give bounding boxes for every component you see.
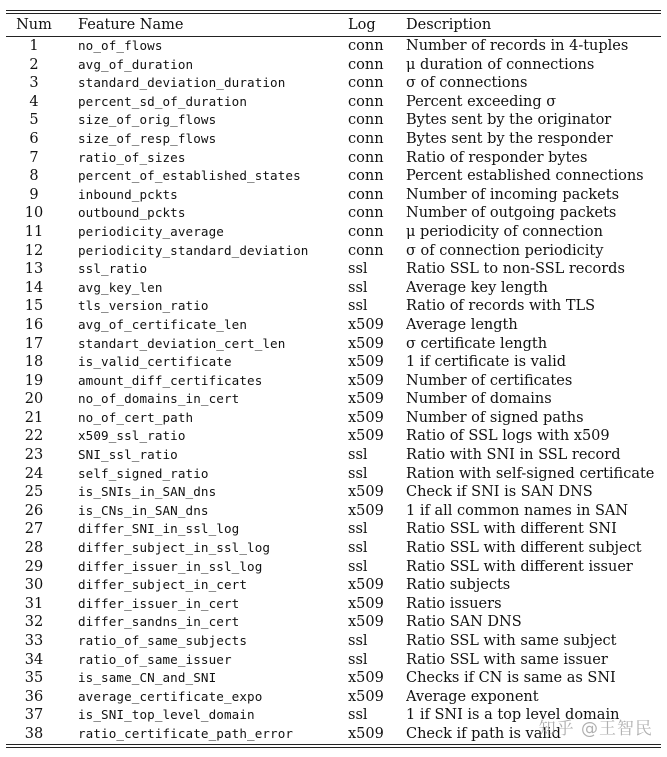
table-row xyxy=(6,446,661,465)
cell-description: Percent established connections xyxy=(406,168,644,185)
cell-num: 32 xyxy=(24,614,44,631)
cell-feature-name: avg_key_len xyxy=(78,279,163,295)
header-row xyxy=(6,14,661,36)
cell-num: 20 xyxy=(24,391,44,408)
cell-feature-name: x509_ssl_ratio xyxy=(78,428,186,444)
cell-feature-name: inbound_pckts xyxy=(78,186,178,202)
cell-description: 1 if certificate is valid xyxy=(406,354,567,371)
cell-log: x509 xyxy=(348,372,384,389)
cell-log: x509 xyxy=(348,484,384,501)
cell-num: 10 xyxy=(24,205,44,222)
cell-feature-name: differ_SNI_in_ssl_log xyxy=(78,521,240,537)
cell-log: conn xyxy=(348,223,384,240)
cell-num: 27 xyxy=(24,521,44,538)
table-row xyxy=(6,539,661,558)
cell-log: x509 xyxy=(348,391,384,408)
cell-num: 17 xyxy=(24,335,44,352)
cell-description: Average key length xyxy=(406,279,548,296)
cell-description: Number of signed paths xyxy=(406,409,584,426)
cell-log: conn xyxy=(348,38,384,54)
cell-log: ssl xyxy=(348,540,368,557)
cell-description: σ of connection periodicity xyxy=(406,242,604,259)
table-row xyxy=(6,632,661,651)
cell-feature-name: is_SNIs_in_SAN_dns xyxy=(78,484,217,500)
cell-description: Ratio SSL to non-SSL records xyxy=(406,261,625,278)
cell-num: 18 xyxy=(24,354,44,371)
table-row xyxy=(6,37,661,56)
cell-description: Ratio SSL with same issuer xyxy=(406,651,608,668)
feature-table xyxy=(6,14,661,36)
cell-log: x509 xyxy=(348,428,384,445)
cell-log: ssl xyxy=(348,558,368,575)
cell-num: 37 xyxy=(24,707,44,724)
cell-log: conn xyxy=(348,56,384,73)
table-row xyxy=(6,613,661,632)
cell-log: ssl xyxy=(348,447,368,464)
cell-feature-name: standard_deviation_duration xyxy=(78,75,286,91)
cell-description: Ratio SSL with different subject xyxy=(406,540,642,557)
table-row xyxy=(6,651,661,670)
cell-log: x509 xyxy=(348,354,384,371)
table-row xyxy=(6,427,661,446)
table-row xyxy=(6,520,661,539)
cell-feature-name: average_certificate_expo xyxy=(78,688,263,704)
cell-feature-name: percent_sd_of_duration xyxy=(78,93,248,109)
cell-description: Number of records in 4-tuples xyxy=(406,38,629,54)
header-log: Log xyxy=(348,17,376,33)
cell-description: σ of connections xyxy=(406,75,528,92)
cell-num: 24 xyxy=(24,465,44,482)
cell-log: conn xyxy=(348,168,384,185)
cell-feature-name: avg_of_certificate_len xyxy=(78,316,248,332)
cell-log: ssl xyxy=(348,707,368,724)
cell-log: conn xyxy=(348,130,384,147)
cell-feature-name: no_of_flows xyxy=(78,38,163,53)
cell-description: Average length xyxy=(406,316,518,333)
cell-num: 1 xyxy=(29,38,39,54)
cell-description: Ratio SSL with different SNI xyxy=(406,521,617,538)
cell-num: 9 xyxy=(29,186,39,203)
table-row xyxy=(6,576,661,595)
table-row xyxy=(6,111,661,130)
cell-num: 8 xyxy=(29,168,39,185)
cell-description: Ratio issuers xyxy=(406,595,502,612)
cell-num: 35 xyxy=(24,670,44,687)
table-row xyxy=(6,465,661,484)
cell-log: conn xyxy=(348,112,384,129)
cell-log: x509 xyxy=(348,316,384,333)
cell-num: 21 xyxy=(24,409,44,426)
header-description: Description xyxy=(406,17,492,33)
cell-log: x509 xyxy=(348,688,384,705)
cell-feature-name: differ_subject_in_ssl_log xyxy=(78,540,271,556)
cell-description: Ration with self-signed certificate xyxy=(406,465,655,482)
cell-num: 38 xyxy=(24,725,44,742)
cell-num: 14 xyxy=(24,279,44,296)
cell-num: 5 xyxy=(29,112,39,129)
cell-num: 34 xyxy=(24,651,44,668)
cell-num: 26 xyxy=(24,502,44,519)
cell-description: Ratio SSL with same subject xyxy=(406,633,617,649)
cell-log: conn xyxy=(348,93,384,110)
cell-feature-name: differ_sandns_in_cert xyxy=(78,614,240,630)
cell-feature-name: periodicity_standard_deviation xyxy=(78,242,309,258)
cell-log: x509 xyxy=(348,595,384,612)
cell-num: 29 xyxy=(24,558,44,575)
feature-table-body xyxy=(6,37,661,744)
table-row xyxy=(6,93,661,112)
cell-log: ssl xyxy=(348,279,368,296)
cell-feature-name: amount_diff_certificates xyxy=(78,372,263,388)
cell-log: x509 xyxy=(348,502,384,519)
cell-feature-name: is_valid_certificate xyxy=(78,354,232,370)
cell-log: conn xyxy=(348,242,384,259)
table-row xyxy=(6,335,661,354)
cell-description: Check if path is valid xyxy=(406,725,561,742)
cell-log: ssl xyxy=(348,298,368,315)
table-row xyxy=(6,669,661,688)
cell-log: x509 xyxy=(348,670,384,687)
cell-num: 30 xyxy=(24,577,44,594)
table-row xyxy=(6,186,661,205)
cell-log: x509 xyxy=(348,725,384,742)
table-row xyxy=(6,409,661,428)
table-row xyxy=(6,130,661,149)
table-row xyxy=(6,390,661,409)
cell-num: 4 xyxy=(29,93,39,110)
table-row xyxy=(6,483,661,502)
cell-feature-name: outbound_pckts xyxy=(78,205,186,221)
cell-feature-name: periodicity_average xyxy=(78,223,224,239)
cell-feature-name: ratio_of_same_issuer xyxy=(78,651,232,667)
cell-num: 25 xyxy=(24,484,44,501)
cell-description: Check if SNI is SAN DNS xyxy=(406,484,593,501)
table-row xyxy=(6,74,661,93)
table-row xyxy=(6,223,661,242)
cell-log: x509 xyxy=(348,577,384,594)
cell-feature-name: self_signed_ratio xyxy=(78,465,209,481)
cell-num: 31 xyxy=(24,595,44,612)
table-row xyxy=(6,279,661,298)
table-row xyxy=(6,260,661,279)
cell-num: 33 xyxy=(24,633,44,649)
cell-num: 19 xyxy=(24,372,44,389)
cell-description: Number of domains xyxy=(406,391,552,408)
cell-num: 36 xyxy=(24,688,44,705)
cell-description: Ratio SSL with different issuer xyxy=(406,558,633,575)
cell-num: 15 xyxy=(24,298,44,315)
cell-feature-name: avg_of_duration xyxy=(78,56,194,72)
cell-description: Bytes sent by the originator xyxy=(406,112,612,129)
table-row xyxy=(6,149,661,168)
cell-num: 6 xyxy=(29,130,39,147)
cell-num: 28 xyxy=(24,540,44,557)
cell-feature-name: no_of_domains_in_cert xyxy=(78,391,240,407)
cell-description: μ duration of connections xyxy=(406,56,595,73)
cell-description: Ratio with SNI in SSL record xyxy=(406,447,621,464)
cell-log: x509 xyxy=(348,614,384,631)
cell-feature-name: tls_version_ratio xyxy=(78,298,209,314)
cell-num: 11 xyxy=(24,223,44,240)
cell-num: 23 xyxy=(24,447,44,464)
cell-log: ssl xyxy=(348,651,368,668)
cell-feature-name: differ_issuer_in_cert xyxy=(78,595,240,611)
cell-description: Checks if CN is same as SNI xyxy=(406,670,616,687)
cell-feature-name: is_same_CN_and_SNI xyxy=(78,670,217,686)
cell-feature-name: standart_deviation_cert_len xyxy=(78,335,286,351)
cell-num: 7 xyxy=(29,149,39,166)
cell-log: x509 xyxy=(348,409,384,426)
cell-num: 12 xyxy=(24,242,44,259)
cell-log: x509 xyxy=(348,335,384,352)
cell-log: conn xyxy=(348,186,384,203)
table-row xyxy=(6,204,661,223)
cell-log: ssl xyxy=(348,521,368,538)
cell-feature-name: differ_subject_in_cert xyxy=(78,577,248,593)
cell-description: Percent exceeding σ xyxy=(406,93,557,110)
cell-description: Ratio of records with TLS xyxy=(406,298,596,315)
header-num: Num xyxy=(16,17,52,33)
cell-log: ssl xyxy=(348,633,368,649)
cell-num: 13 xyxy=(24,261,44,278)
cell-feature-name: ratio_of_same_subjects xyxy=(78,633,248,648)
cell-description: Bytes sent by the responder xyxy=(406,130,613,147)
cell-feature-name: differ_issuer_in_ssl_log xyxy=(78,558,263,574)
bottom-double-rule xyxy=(6,744,661,748)
table-row xyxy=(6,353,661,372)
cell-description: 1 if SNI is a top level domain xyxy=(406,707,620,724)
cell-feature-name: percent_of_established_states xyxy=(78,168,301,184)
watermark-text: 知乎 @王智民 xyxy=(538,719,653,739)
table-row xyxy=(6,316,661,335)
cell-description: Number of certificates xyxy=(406,372,573,389)
cell-num: 2 xyxy=(29,56,39,73)
cell-description: Number of incoming packets xyxy=(406,186,620,203)
cell-feature-name: is_CNs_in_SAN_dns xyxy=(78,502,209,518)
cell-description: σ certificate length xyxy=(406,335,548,352)
cell-description: Ratio of responder bytes xyxy=(406,149,588,166)
table-row xyxy=(6,242,661,261)
cell-feature-name: size_of_resp_flows xyxy=(78,130,217,146)
cell-log: conn xyxy=(348,149,384,166)
cell-description: Ratio subjects xyxy=(406,577,511,594)
table-row xyxy=(6,558,661,577)
cell-num: 3 xyxy=(29,75,39,92)
cell-description: 1 if all common names in SAN xyxy=(406,502,629,519)
cell-feature-name: ratio_certificate_path_error xyxy=(78,725,294,741)
table-row xyxy=(6,372,661,391)
cell-feature-name: ratio_of_sizes xyxy=(78,149,186,165)
cell-feature-name: ssl_ratio xyxy=(78,261,148,277)
table-row xyxy=(6,56,661,75)
table-row xyxy=(6,688,661,707)
cell-feature-name: SNI_ssl_ratio xyxy=(78,447,178,463)
feature-table-container xyxy=(6,10,661,748)
cell-log: ssl xyxy=(348,261,368,278)
cell-feature-name: size_of_orig_flows xyxy=(78,112,217,128)
table-row xyxy=(6,167,661,186)
cell-feature-name: no_of_cert_path xyxy=(78,409,194,425)
table-row xyxy=(6,595,661,614)
cell-description: Ratio SAN DNS xyxy=(406,614,522,631)
cell-description: Ratio of SSL logs with x509 xyxy=(406,428,610,445)
cell-num: 22 xyxy=(24,428,44,445)
header-feature-name: Feature Name xyxy=(78,17,184,33)
table-row xyxy=(6,502,661,521)
cell-description: Average exponent xyxy=(406,688,539,705)
table-row xyxy=(6,297,661,316)
cell-description: Number of outgoing packets xyxy=(406,205,617,222)
cell-description: μ periodicity of connection xyxy=(406,223,603,240)
cell-log: ssl xyxy=(348,465,368,482)
cell-log: conn xyxy=(348,75,384,92)
cell-num: 16 xyxy=(24,316,44,333)
cell-feature-name: is_SNI_top_level_domain xyxy=(78,707,255,723)
cell-log: conn xyxy=(348,205,384,222)
